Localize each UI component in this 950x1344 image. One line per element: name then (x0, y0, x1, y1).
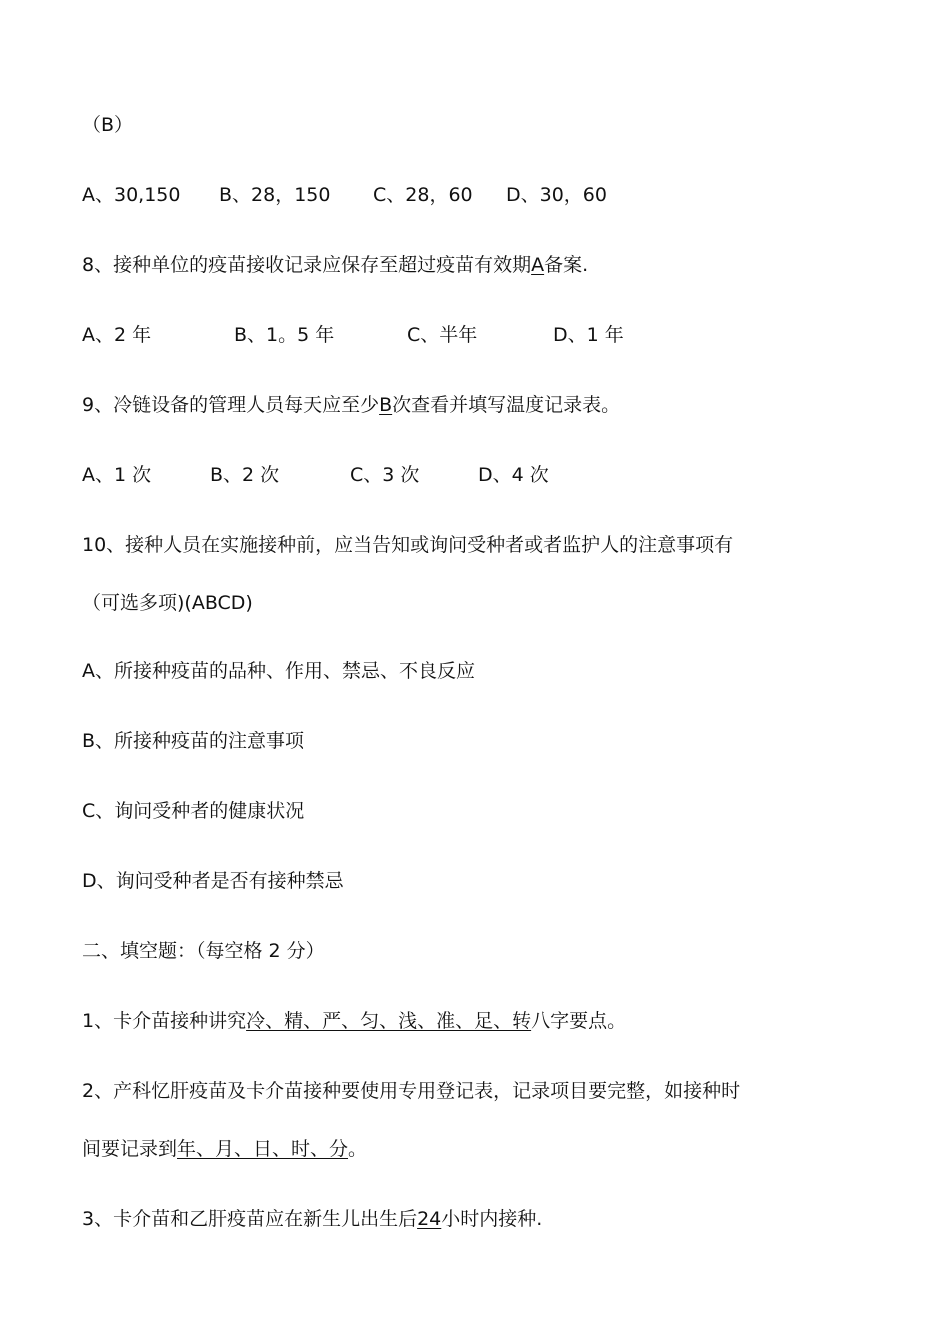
question-text: 9、冷链设备的管理人员每天应至少 (82, 394, 380, 416)
answer-blank: A (531, 254, 545, 276)
question-text-tail: 八字要点。 (531, 1010, 627, 1032)
option-b: B、1。5 年 (234, 324, 335, 346)
fill-question-1 (82, 1008, 626, 1034)
question-text-tail: 备案. (544, 254, 589, 276)
option-c: C、半年 (407, 324, 478, 346)
answer-blank: B (379, 394, 393, 416)
option-c: C、3 次 (350, 464, 420, 486)
fill-question-2-cont (82, 1136, 367, 1162)
option-d: D、4 次 (478, 464, 549, 486)
options-q8 (82, 322, 624, 348)
answer-blank: 冷、精、严、匀、浅、准、足、转 (246, 1010, 532, 1032)
option-d: D、30，60 (506, 184, 607, 206)
question-text-tail: 次查看并填写温度记录表。 (392, 394, 621, 416)
question-text-tail: 小时内接种. (441, 1208, 543, 1230)
answer-line-7: （B） (82, 114, 134, 136)
fill-question-3 (82, 1206, 542, 1232)
question-10-cont: （可选多项)(ABCD) (82, 592, 253, 614)
answer-blank: 年、月、日、时、分 (177, 1138, 349, 1160)
option-a: A、2 年 (82, 324, 152, 346)
option-b: B、2 次 (210, 464, 280, 486)
question-text: 1、卡介苗接种讲究 (82, 1010, 247, 1032)
options-q7 (82, 182, 607, 208)
section-heading: 二、填空题：（每空格 2 分） (82, 940, 325, 962)
answer-blank: 24 (417, 1208, 442, 1230)
option-a: A、30,150 (82, 184, 181, 206)
option-a: A、1 次 (82, 464, 152, 486)
fill-question-2: 2、产科忆肝疫苗及卡介苗接种要使用专用登记表，记录项目要完整，如接种时 (82, 1080, 741, 1102)
option-c: C、28，60 (373, 184, 473, 206)
option-d: D、1 年 (553, 324, 624, 346)
question-text: 3、卡介苗和乙肝疫苗应在新生儿出生后 (82, 1208, 418, 1230)
options-q9 (82, 462, 549, 488)
option-b-q10: B、所接种疫苗的注意事项 (82, 730, 305, 752)
question-text: 8、接种单位的疫苗接收记录应保存至超过疫苗有效期 (82, 254, 532, 276)
question-text-tail: 。 (348, 1138, 368, 1160)
question-9 (82, 392, 620, 418)
option-b: B、28，150 (219, 184, 331, 206)
question-10: 10、接种人员在实施接种前，应当告知或询问受种者或者监护人的注意事项有 (82, 534, 734, 556)
option-c-q10: C、询问受种者的健康状况 (82, 800, 305, 822)
question-text: 间要记录到 (82, 1138, 178, 1160)
option-a-q10: A、所接种疫苗的品种、作用、禁忌、不良反应 (82, 660, 475, 682)
option-d-q10: D、询问受种者是否有接种禁忌 (82, 870, 344, 892)
question-8 (82, 252, 588, 278)
